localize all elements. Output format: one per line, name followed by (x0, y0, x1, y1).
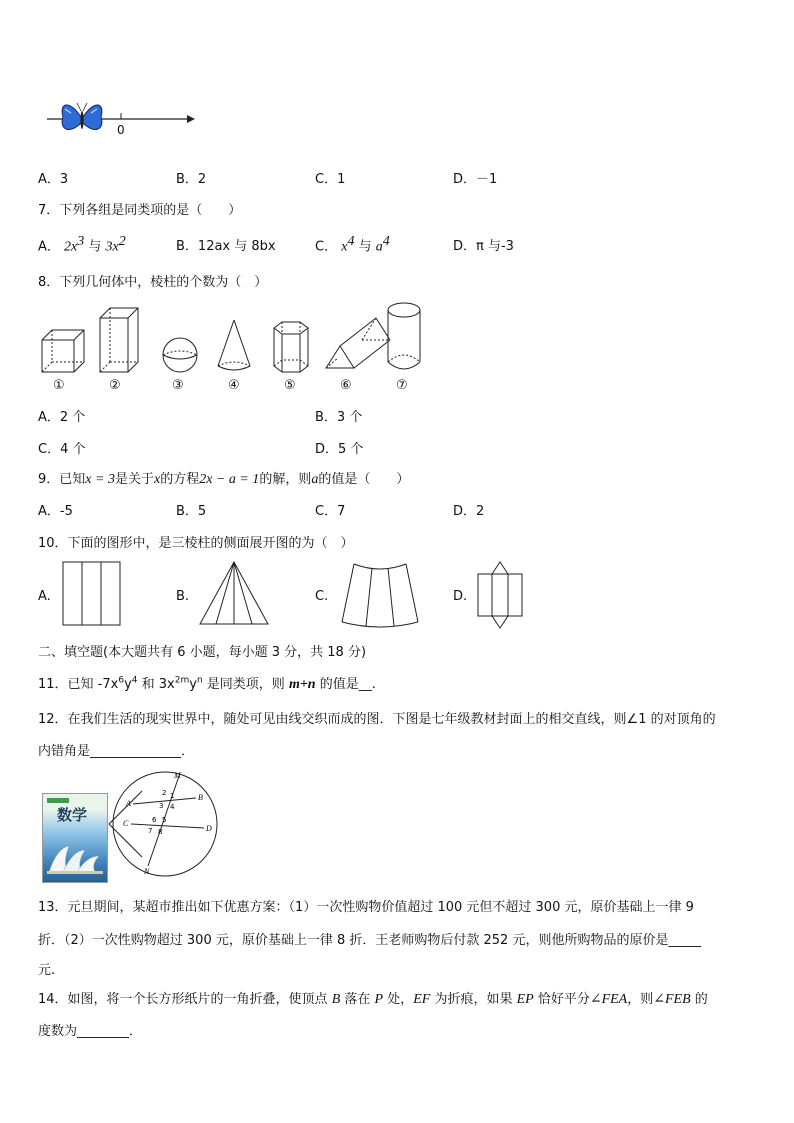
label-B: B (198, 793, 203, 802)
cuboid-shape (100, 308, 138, 372)
q7-option-b[interactable]: B．12ax 与 8bx (176, 239, 276, 254)
q6-option-a[interactable]: A．3 (38, 172, 69, 187)
q12-line-1: 12．在我们生活的现实世界中，随处可见由线交织而成的图．下图是七年级教材封面上的相交直线，则∠1 的对顶角的 (38, 712, 716, 727)
q10-option-c-label[interactable]: C. (315, 589, 329, 604)
solid-label-5: ⑤ (284, 378, 296, 393)
q6-option-b[interactable]: B．2 (176, 172, 207, 187)
q10-figure-c[interactable] (340, 562, 420, 628)
q10-option-d-label[interactable]: D. (453, 589, 468, 604)
solid-label-4: ④ (228, 378, 240, 393)
angle-label-7: 7 (148, 827, 153, 835)
angle-label-5: 5 (162, 816, 167, 824)
angle-label-8: 8 (158, 828, 163, 836)
q10-figure-b[interactable] (198, 560, 270, 628)
q7-option-c[interactable]: C． $x^4$ 与 $a^4$ (315, 234, 390, 255)
angle-label-2: 2 (162, 789, 167, 797)
butterfly-icon (62, 103, 102, 130)
angle-label-3: 3 (159, 802, 164, 810)
q14-line-1: 14．如图，将一个长方形纸片的一角折叠，使顶点 B 落在 P 处，EF 为折痕，如果 EP 恰好平分∠FEA，则∠FEB 的 (38, 992, 708, 1007)
label-M: M (174, 771, 181, 780)
numberline-zero-label: 0 (117, 123, 125, 137)
label-N: N (144, 867, 150, 876)
q8-stem: 8．下列几何体中，棱柱的个数为（ ） (38, 275, 268, 290)
intersecting-lines-figure (108, 768, 222, 880)
q10-option-b-label[interactable]: B. (176, 589, 190, 604)
q13-line-1: 13．元旦期间，某超市推出如下优惠方案：（1）一次性购物价值超过 100 元但不超过 300 元，原价基础上一律 9 (38, 900, 694, 915)
label-C: C (123, 819, 129, 828)
hexagonal-prism-shape (274, 322, 308, 372)
q12-line-2: 内错角是______________． (38, 744, 195, 759)
sphere-shape (163, 338, 197, 372)
cube-shape (42, 330, 84, 372)
q7-stem: 7．下列各组是同类项的是（ ） (38, 203, 242, 218)
cylinder-shape (388, 303, 420, 369)
q6-option-d[interactable]: D．－1 (453, 172, 498, 187)
q8-option-a[interactable]: A．2 个 (38, 410, 86, 425)
solid-label-7: ⑦ (396, 378, 408, 393)
q9-option-d[interactable]: D．2 (453, 504, 485, 519)
opera-house-icon (47, 842, 103, 874)
number-line-figure (45, 95, 205, 145)
q14-line-2: 度数为________． (38, 1024, 143, 1039)
q8-option-d[interactable]: D．5 个 (315, 442, 364, 457)
angle-label-6: 6 (152, 816, 157, 824)
angle-label-4: 4 (170, 803, 175, 811)
q9-option-b[interactable]: B．5 (176, 504, 207, 519)
solid-label-2: ② (109, 378, 121, 393)
book-green-band (47, 798, 69, 803)
q8-option-b[interactable]: B．3 个 (315, 410, 363, 425)
q9-option-a[interactable]: A．-5 (38, 504, 73, 519)
cone-shape (218, 320, 250, 370)
q8-option-c[interactable]: C．4 个 (38, 442, 86, 457)
q10-stem: 10．下面的图形中，是三棱柱的侧面展开图的为（ ） (38, 536, 354, 551)
solids-figure (38, 300, 438, 375)
q7-option-a[interactable]: A． $2x^3$ 与 $3x^2$ (38, 234, 126, 255)
q6-option-c[interactable]: C．1 (315, 172, 346, 187)
q9-stem: 9．已知x = 3是关于x的方程2x − a = 1的解，则a的值是（ ） (38, 472, 410, 487)
section-2-title: 二、填空题(本大题共有 6 小题，每小题 3 分，共 18 分) (38, 645, 367, 660)
q10-option-a-label[interactable]: A. (38, 589, 51, 604)
q11-stem: 11．已知 $-7x^6y^4$ 和 $3x^{2m}y^n$ 是同类项，则 m+n 的值是__. (38, 675, 376, 692)
label-D: D (206, 824, 212, 833)
label-A: A (126, 799, 131, 808)
textbook-cover (42, 793, 108, 883)
angle-label-1: 1 (170, 792, 175, 800)
book-title: 数学 (57, 806, 88, 824)
q9-option-c[interactable]: C．7 (315, 504, 346, 519)
triangular-prism-shape (326, 318, 390, 368)
q10-figure-a[interactable] (62, 561, 122, 627)
q7-option-d[interactable]: D．π 与-3 (453, 239, 514, 254)
q10-figure-d[interactable] (476, 560, 526, 630)
q13-line-3: 元. (38, 963, 56, 978)
q13-line-2: 折．（2）一次性购物超过 300 元，原价基础上一律 8 折．王老师购物后付款 252 元，则他所购物品的原价是_____ (38, 933, 701, 948)
solid-label-1: ① (53, 378, 65, 393)
solid-label-6: ⑥ (340, 378, 352, 393)
solid-label-3: ③ (172, 378, 184, 393)
